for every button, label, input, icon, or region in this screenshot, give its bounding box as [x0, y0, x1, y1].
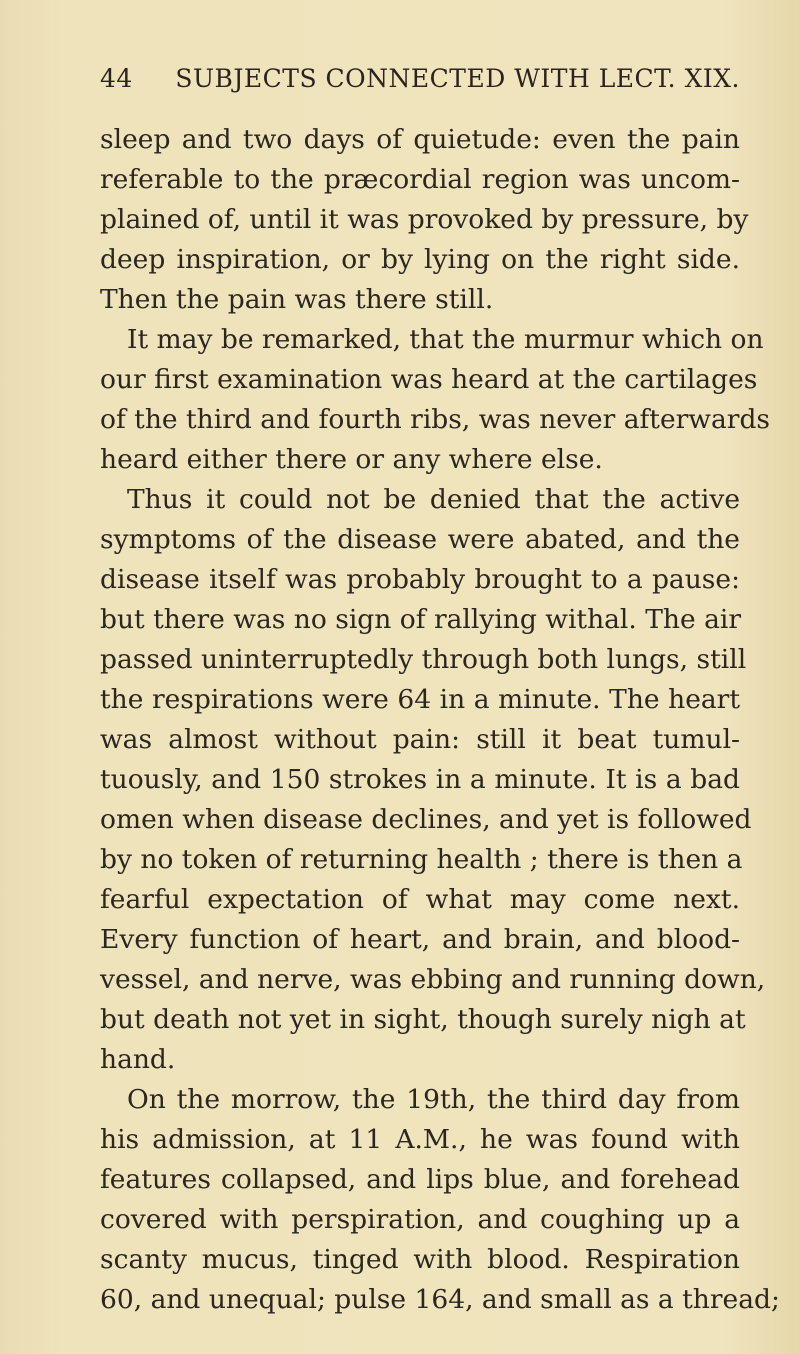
text-line: was almost without pain: still it beat tumul-	[100, 724, 740, 755]
text-line: of the third and fourth ribs, was never afterwards	[100, 404, 771, 435]
text-line: the respirations were 64 in a minute. The heart	[100, 684, 740, 715]
text-line: scanty mucus, tinged with blood. Respiration	[100, 1244, 740, 1275]
running-title: SUBJECTS CONNECTED WITH LECT. XIX.	[175, 64, 740, 93]
text-line: On the morrow, the 19th, the third day from	[127, 1084, 740, 1115]
text-line: sleep and two days of quietude: even the pain	[100, 124, 740, 155]
text-line: passed uninterruptedly through both lungs, still	[100, 644, 747, 675]
text-line: omen when disease declines, and yet is followed	[100, 804, 752, 835]
text-line: our first examination was heard at the cartilages	[100, 364, 758, 395]
text-line: Then the pain was there still.	[100, 284, 494, 315]
text-line: heard either there or any where else.	[100, 444, 603, 475]
text-line: It may be remarked, that the murmur which on	[127, 324, 764, 355]
text-line: Thus it could not be denied that the active	[127, 484, 740, 515]
page-number: 44	[100, 64, 133, 93]
text-line: deep inspiration, or by lying on the right side.	[100, 244, 740, 275]
text-line: tuously, and 150 strokes in a minute. It is a bad	[100, 764, 740, 795]
text-line: but there was no sign of rallying withal. The air	[100, 604, 742, 635]
text-line: disease itself was probably brought to a pause:	[100, 564, 740, 595]
text-line: Every function of heart, and brain, and blood-	[100, 924, 740, 955]
text-line: but death not yet in sight, though surely nigh at	[100, 1004, 746, 1035]
text-line: hand.	[100, 1044, 176, 1075]
text-line: features collapsed, and lips blue, and forehead	[100, 1164, 740, 1195]
running-header	[100, 64, 740, 104]
text-line: symptoms of the disease were abated, and the	[100, 524, 740, 555]
body-text	[100, 120, 780, 1320]
text-line: by no token of returning health ; there is then a	[100, 844, 743, 875]
text-line: covered with perspiration, and coughing up a	[100, 1204, 740, 1235]
text-line: referable to the præcordial region was uncom-	[100, 164, 740, 195]
text-line: 60, and unequal; pulse 164, and small as a thread;	[100, 1284, 780, 1315]
text-line: his admission, at 11 A.M., he was found with	[100, 1124, 740, 1155]
text-line: plained of, until it was provoked by pressure, by	[100, 204, 749, 235]
text-line: fearful expectation of what may come next.	[100, 884, 740, 915]
text-line: vessel, and nerve, was ebbing and running down,	[100, 964, 766, 995]
